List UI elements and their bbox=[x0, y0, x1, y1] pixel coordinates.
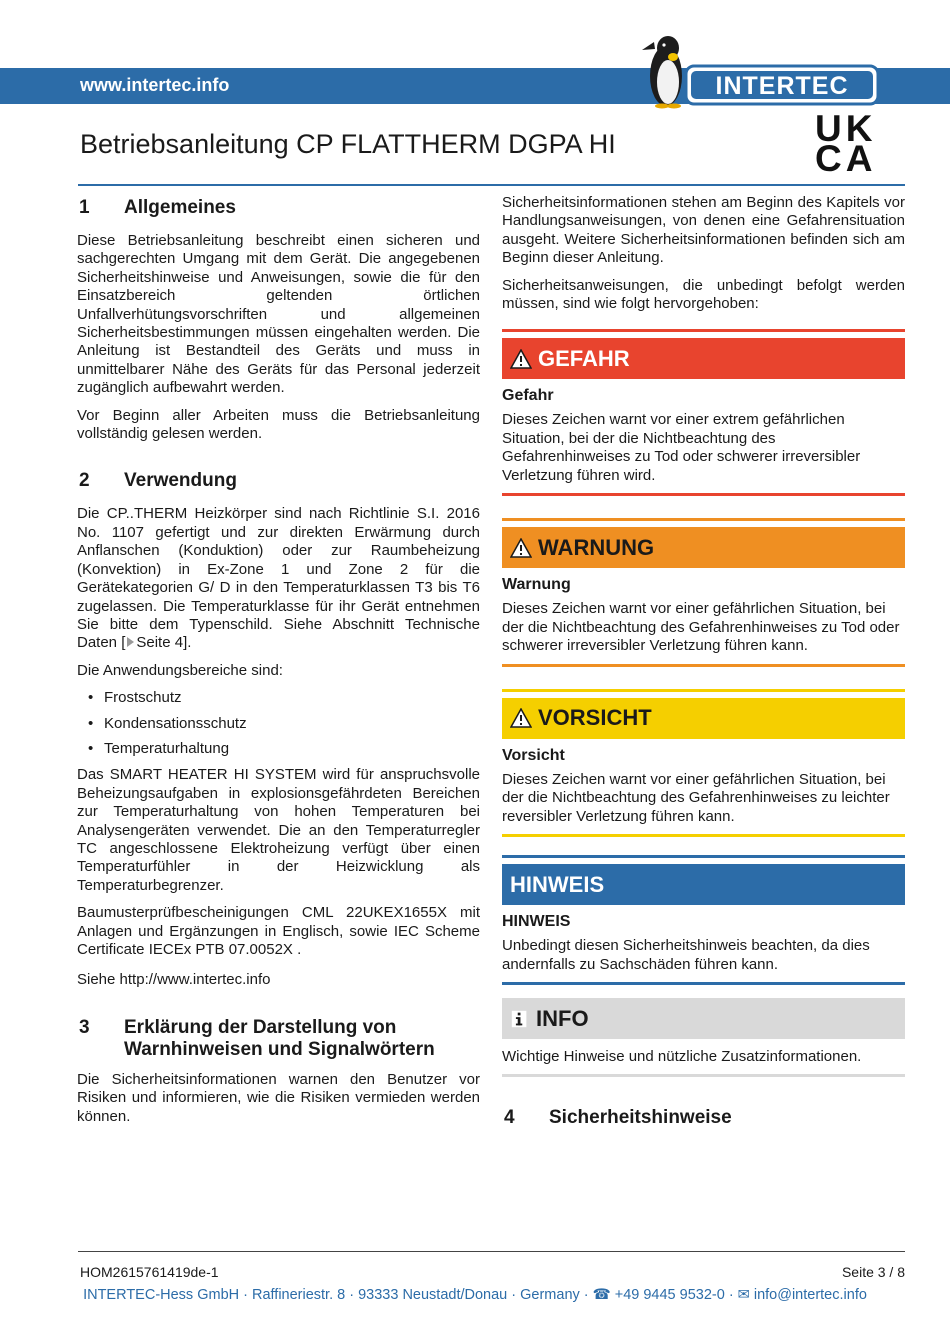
left-column bbox=[77, 192, 480, 1135]
section-2-paragraph-2: Die Anwendungsbereiche sind: bbox=[77, 661, 283, 679]
danger-notice bbox=[502, 329, 905, 496]
warning-triangle-icon bbox=[510, 349, 532, 369]
notice-subtitle: HINWEIS bbox=[502, 913, 571, 931]
list-item: • Kondensationsschutz bbox=[88, 714, 247, 732]
section-1-heading: 1 Allgemeines bbox=[79, 197, 236, 218]
section-2-paragraph-3: Das SMART HEATER HI SYSTEM wird für anspruchsvolle Beheizungsaufgaben in explosionsgefährdeten Bereichen zur Temperaturhaltung von hohen Temperaturen bei Analysengeräten verwendet. Die an den Temperaturregler TC angeschlossene Elektroheizung verfügt über einen Temperaturfühler in der Heizwicklung als Temperaturbegrenzer. bbox=[77, 766, 480, 894]
warning-description: Dieses Zeichen warnt vor einer gefährlichen Situation, bei der die Nichtbeachtung des Gefahrenhinweises zu Tod oder schwerer irreversibler Verletzung führen kann. bbox=[502, 600, 900, 655]
ukca-mark: UK CA bbox=[815, 108, 877, 179]
section-2-paragraph-4: Baumusterprüfbescheinigungen CML 22UKEX1655X mit Anlagen und Ergänzungen in Englisch, sowie IEC Scheme Certificate IECEx PTB 07.0052X . bbox=[77, 904, 480, 958]
danger-subtitle: Gefahr bbox=[502, 387, 554, 405]
info-banner: INFO bbox=[502, 998, 905, 1039]
penguin-icon bbox=[642, 36, 682, 109]
caution-banner: VORSICHT bbox=[502, 698, 905, 739]
page-number: Seite 3 / 8 bbox=[841, 1264, 905, 1280]
title-divider bbox=[78, 184, 905, 186]
warning-triangle-icon bbox=[510, 708, 532, 728]
page-ref-arrow-icon bbox=[127, 637, 134, 647]
section-2-paragraph-5: Siehe http://www.intertec.info bbox=[77, 971, 271, 989]
notice-banner: HINWEIS bbox=[502, 864, 905, 905]
section-1-paragraph-2: Vor Beginn aller Arbeiten muss die Betriebsanleitung vollständig gelesen werden. bbox=[77, 406, 480, 443]
document-id: HOM2615761419de-1 bbox=[80, 1264, 219, 1280]
section-2-paragraph-1: Die CP..THERM Heizkörper sind nach Richtlinie S.I. 2016 No. 1107 gefertigt und zur direkten Erwärmung durch Anflanschen (Konduktion) oder zur Raumbeheizung (Konvektion) in Ex-Zone 1 und Zone 2 für die Gerätekategorien G/ D in den Temperaturklassen T3 bis T6 zugelassen. Die Temperaturklasse für ihr Gerät entnehmen Sie bitte dem Typenschild. Siehe Abschnitt Technische Daten [ Seite 4]. bbox=[77, 505, 480, 652]
section-2-heading: 2 Verwendung bbox=[79, 470, 237, 492]
info-icon bbox=[510, 1009, 530, 1029]
info-box bbox=[502, 998, 905, 1077]
application-list bbox=[77, 689, 480, 758]
technische-daten-link[interactable]: Technische Daten [ Seite 4]. bbox=[77, 615, 480, 652]
notice-description: Unbedingt diesen Sicherheitshinweis beachten, da dies andernfalls zu Sachschäden führen kann. bbox=[502, 937, 870, 973]
list-item: • Frostschutz bbox=[88, 689, 182, 707]
caution-description: Dieses Zeichen warnt vor einer gefährlichen Situation, bei der die Nichtbeachtung des Gefahrenhinweises zu leichter reversibler Verletzung führen kann. bbox=[502, 770, 890, 825]
caution-subtitle: Vorsicht bbox=[502, 746, 565, 764]
warning-triangle-icon bbox=[510, 538, 532, 558]
section-3-paragraph-3: Sicherheitsanweisungen, die unbedingt befolgt werden müssen, sind wie folgt hervorgehoben: bbox=[502, 276, 905, 313]
intertec-url-link[interactable]: http://www.intertec.info bbox=[119, 971, 271, 989]
document-title: Betriebsanleitung CP FLATTHERM DGPA HI bbox=[80, 129, 616, 159]
right-column bbox=[502, 194, 905, 1129]
footer-divider bbox=[78, 1251, 905, 1252]
warning-banner: WARNUNG bbox=[502, 527, 905, 568]
info-description: Wichtige Hinweise und nützliche Zusatzinformationen. bbox=[502, 1048, 862, 1066]
warning-subtitle: Warnung bbox=[502, 576, 571, 594]
section-3-paragraph-2: Sicherheitsinformationen stehen am Beginn des Kapitels vor Handlungsanweisungen, von denen eine Gefahrensituation ausgeht. Weitere Sicherheitsinformationen befinden sich am Beginn dieser Anleitung. bbox=[502, 194, 905, 267]
section-1-paragraph-1: Diese Betriebsanleitung beschreibt einen sicheren und sachgerechten Umgang mit dem Gerät. Die angegebenen Sicherheitshinweise und Anweisungen, sowie die für den Einsatzbereich geltenden örtlichen Unfallverhütungsvorschriften und allgemeinen Sicherheitsbestimmungen müssen eingehalten werden. Die Anleitung ist Bestandteil des Geräts und muss in unmittelbarer Nähe des Geräts für das Personal jederzeit zugänglich aufbewahrt werden. bbox=[77, 232, 480, 397]
website-link[interactable]: www.intertec.info bbox=[80, 75, 230, 95]
intertec-logo bbox=[628, 30, 883, 110]
caution-notice bbox=[502, 689, 905, 838]
section-4-heading: 4 Sicherheitshinweise bbox=[504, 1106, 732, 1128]
notice-box bbox=[502, 855, 905, 985]
section-3-heading: 3 Erklärung der Darstellung von Warnhinweisen und Signalwörtern bbox=[79, 1016, 435, 1060]
section-3-paragraph-1: Die Sicherheitsinformationen warnen den Benutzer vor Risiken und informieren, wie die Risiken vermieden werden können. bbox=[77, 1070, 480, 1125]
company-address: INTERTEC-Hess GmbH · Raffineriestr. 8 · 93333 Neustadt/Donau · Germany · ☎ +49 9445 9532-0 · ✉ info@intertec.info bbox=[83, 1287, 867, 1303]
list-item: • Temperaturhaltung bbox=[88, 739, 230, 757]
svg-text:INTERTEC: INTERTEC bbox=[715, 72, 849, 100]
danger-description: Dieses Zeichen warnt vor einer extrem gefährlichen Situation, bei der die Nichtbeachtung des Gefahrenhinweises zu Tod oder schwerer irreversibler Verletzung führen wird. bbox=[502, 411, 861, 484]
danger-banner: GEFAHR bbox=[502, 338, 905, 379]
warning-notice bbox=[502, 518, 905, 667]
